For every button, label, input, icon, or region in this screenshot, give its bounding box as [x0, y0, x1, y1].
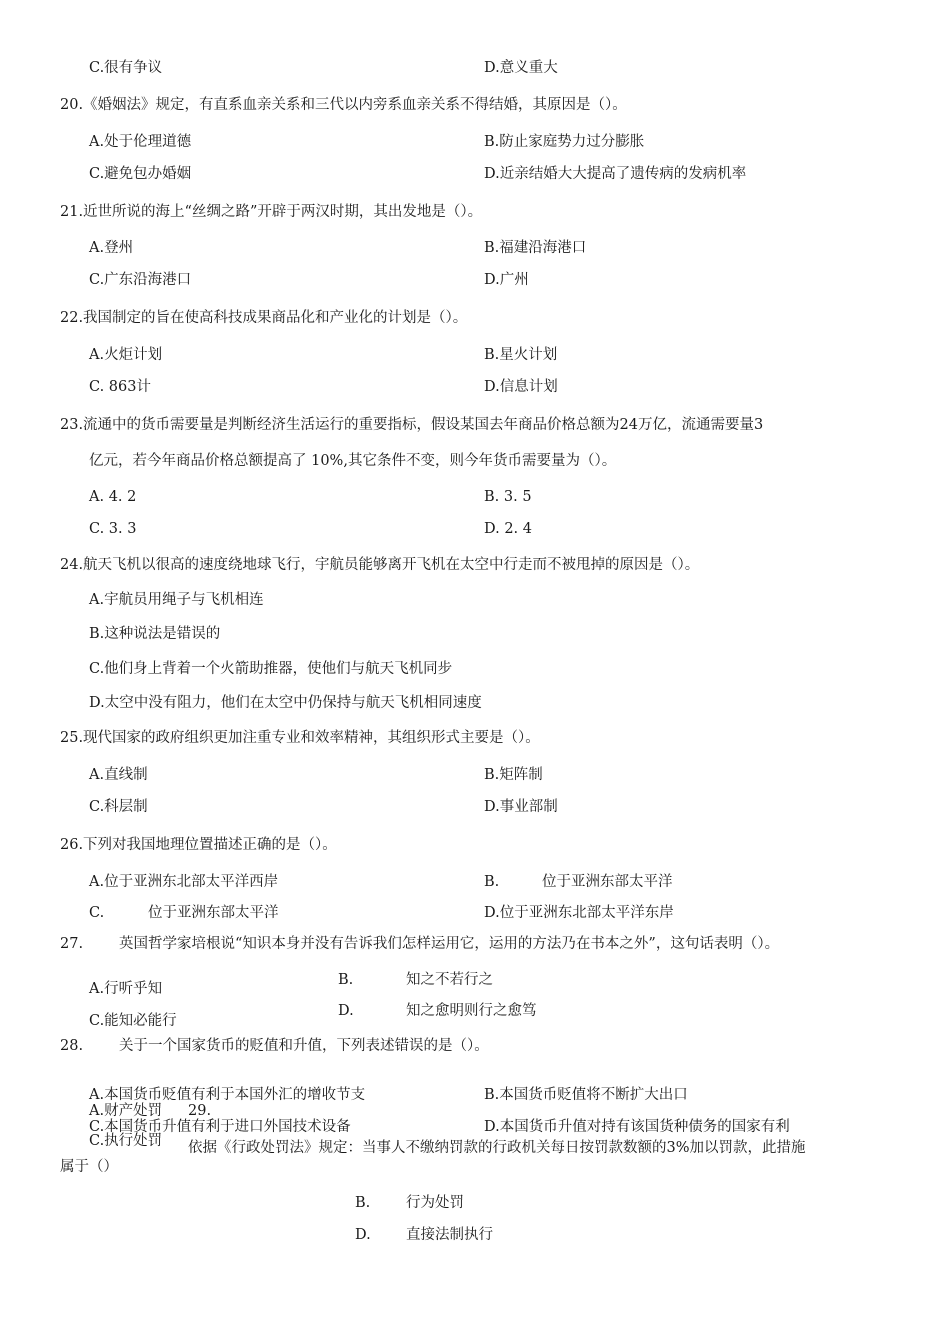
q25-option-c: C.科层制	[89, 799, 148, 815]
q22-option-c: C. 863计	[89, 379, 151, 395]
q28-option-a: A.本国货币贬值有利于本国外汇的增收节支	[89, 1087, 366, 1103]
q25-option-d: D.事业部制	[484, 799, 558, 815]
q23-option-a: A. 4. 2	[89, 489, 137, 505]
q29-option-a: A.财产处罚	[89, 1103, 163, 1119]
q23-option-b: B. 3. 5	[484, 489, 532, 505]
q24-option-d: D.太空中没有阻力，他们在太空中仍保持与航天飞机相同速度	[89, 695, 482, 711]
q23-stem-line2: 亿元，若今年商品价格总额提高了 10%,其它条件不变，则今年货币需要量为（）。	[89, 453, 617, 469]
q29-option-d-text: 直接法制执行	[406, 1227, 493, 1243]
q20-option-c: C.避免包办婚姻	[89, 166, 192, 182]
q26-option-d: D.位于亚洲东北部太平洋东岸	[484, 905, 674, 921]
q20-option-a: A.处于伦理道德	[89, 134, 192, 150]
q21-option-c: C.广东沿海港口	[89, 272, 192, 288]
q22-stem: 22.我国制定的旨在使高科技成果商品化和产业化的计划是（）。	[60, 310, 468, 326]
q24-stem: 24.航天飞机以很高的速度绕地球飞行，宇航员能够离开飞机在太空中行走而不被甩掉的原因是（）。	[60, 557, 700, 573]
q19-option-d: D.意义重大	[484, 60, 558, 76]
q27-option-b-text: 知之不若行之	[406, 972, 493, 988]
q25-stem: 25.现代国家的政府组织更加注重专业和效率精神，其组织形式主要是（）。	[60, 730, 540, 746]
q29-option-c: C.执行处罚	[89, 1133, 163, 1149]
q29-stem-line2: 属于（）	[60, 1159, 118, 1175]
q24-option-b: B.这种说法是错误的	[89, 626, 221, 642]
q29-option-b-label: B.	[355, 1195, 371, 1211]
q25-option-b: B.矩阵制	[484, 767, 543, 783]
q29-number: 29.	[188, 1103, 212, 1119]
q21-option-a: A.登州	[89, 240, 134, 256]
q23-option-d: D. 2. 4	[484, 521, 532, 537]
q20-option-d: D.近亲结婚大大提高了遗传病的发病机率	[484, 166, 747, 182]
q28-number: 28.	[60, 1038, 84, 1054]
q29-option-d-label: D.	[355, 1227, 371, 1243]
q20-option-b: B.防止家庭势力过分膨胀	[484, 134, 645, 150]
q28-option-c: C.本国货币升值有利于进口外国技术设备	[89, 1119, 351, 1135]
q29-stem-line1: 依据《行政处罚法》规定：当事人不缴纳罚款的行政机关每日按罚款数额的3%加以罚款，此措施	[188, 1140, 806, 1156]
q28-option-d: D.本国货币升值对持有该国货种债务的国家有利	[484, 1119, 790, 1135]
q27-option-d-label: D.	[338, 1003, 354, 1019]
q26-option-a: A.位于亚洲东北部太平洋西岸	[89, 874, 279, 890]
q20-stem: 20.《婚姻法》规定，有直系血亲关系和三代以内旁系血亲关系不得结婚，其原因是（）。	[60, 97, 627, 113]
q29-option-b-text: 行为处罚	[406, 1195, 464, 1211]
q22-option-b: B.星火计划	[484, 347, 558, 363]
q25-option-a: A.直线制	[89, 767, 148, 783]
q26-option-b-text: 位于亚洲东部太平洋	[542, 874, 673, 890]
q27-option-d-text: 知之愈明则行之愈笃	[406, 1003, 537, 1019]
q26-option-c-text: 位于亚洲东部太平洋	[148, 905, 279, 921]
q27-option-a: A.行听乎知	[89, 981, 163, 997]
q27-option-b-label: B.	[338, 972, 354, 988]
q24-option-c: C.他们身上背着一个火箭助推器，使他们与航天飞机同步	[89, 661, 453, 677]
q27-number: 27.	[60, 936, 84, 952]
q28-stem: 关于一个国家货币的贬值和升值，下列表述错误的是（）。	[119, 1038, 489, 1054]
q23-option-c: C. 3. 3	[89, 521, 137, 537]
q22-option-d: D.信息计划	[484, 379, 558, 395]
q23-stem-line1: 23.流通中的货币需要量是判断经济生活运行的重要指标，假设某国去年商品价格总额为24万亿，流通需要量3	[60, 417, 764, 433]
q24-option-a: A.宇航员用绳子与飞机相连	[89, 592, 264, 608]
q27-stem: 英国哲学家培根说“知识本身并没有告诉我们怎样运用它，运用的方法乃在书本之外”，这句话表明（）。	[119, 936, 780, 952]
q26-option-b-label: B.	[484, 874, 500, 890]
q28-option-b: B.本国货币贬值将不断扩大出口	[484, 1087, 688, 1103]
q26-option-c-label: C.	[89, 905, 105, 921]
q22-option-a: A.火炬计划	[89, 347, 163, 363]
q21-option-b: B.福建沿海港口	[484, 240, 587, 256]
q26-stem: 26.下列对我国地理位置描述正确的是（）。	[60, 837, 337, 853]
q21-stem: 21.近世所说的海上“丝绸之路”开辟于两汉时期，其出发地是（）。	[60, 204, 483, 220]
q27-option-c: C.能知必能行	[89, 1013, 177, 1029]
q19-option-c: C.很有争议	[89, 60, 163, 76]
q21-option-d: D.广州	[484, 272, 529, 288]
